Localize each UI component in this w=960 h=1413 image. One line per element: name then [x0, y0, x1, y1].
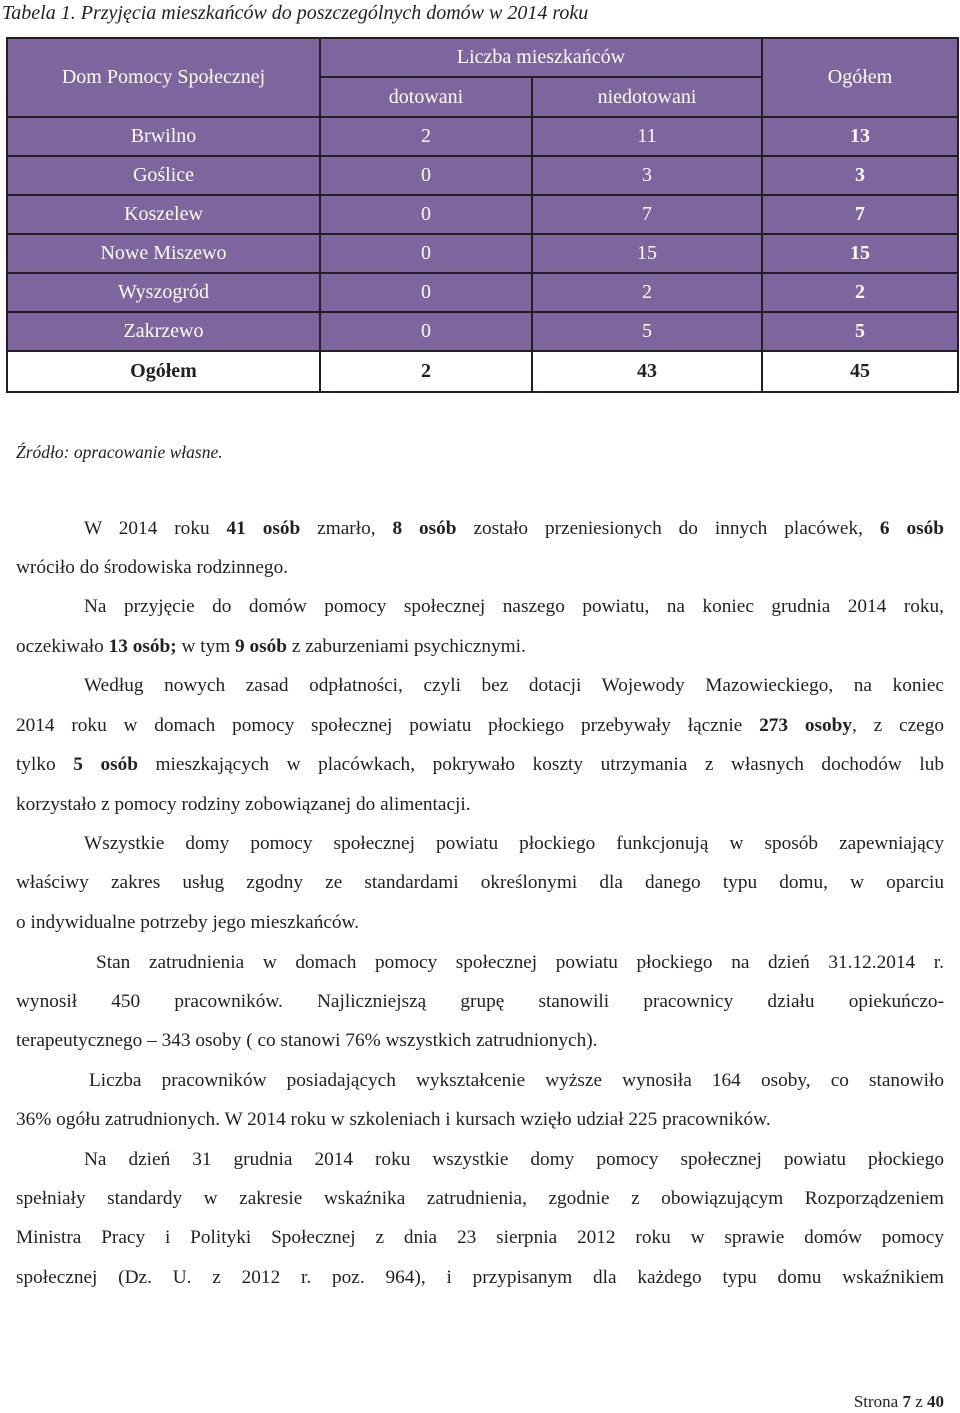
table-total-row: [7, 351, 958, 392]
cell-total: 5: [762, 312, 958, 351]
cell-house: Zakrzewo: [7, 312, 320, 351]
text-run: oczekiwało: [16, 636, 109, 657]
text-run-bold: 6 osób: [879, 518, 944, 539]
cell-subsidized: 2: [320, 351, 532, 392]
cell-house: Nowe Miszewo: [7, 234, 320, 273]
text-run: zmarło,: [300, 518, 393, 539]
paragraph-line: społecznej (Dz. U. z 2012 r. poz. 964), i przypisanym dla każdego typu domu wskaźnikiem: [16, 1267, 944, 1288]
text-run: 2014 roku w domach pomocy społecznej powiatu płockiego przebywały łącznie: [16, 715, 760, 736]
paragraph-line: wróciło do środowiska rodzinnego.: [16, 557, 289, 578]
table-header-row: [7, 38, 958, 77]
cell-subsidized: 2: [320, 117, 532, 156]
footer-label: z: [910, 1392, 927, 1411]
header-unsubsidized: niedotowani: [532, 77, 762, 117]
paragraph-line: właściwy zakres usług zgodny ze standardami określonymi dla danego typu domu, w oparciu: [16, 872, 944, 893]
paragraph-line: 36% ogółu zatrudnionych. W 2014 roku w szkoleniach i kursach wzięło udział 225 pracowników.: [16, 1109, 771, 1130]
page-footer: [854, 1392, 944, 1412]
page-number: 7: [902, 1392, 911, 1411]
paragraph-line: Na dzień 31 grudnia 2014 roku wszystkie domy pomocy społecznej powiatu płockiego: [84, 1149, 944, 1170]
header-subsidized: dotowani: [320, 77, 532, 117]
cell-house: Brwilno: [7, 117, 320, 156]
text-run-bold: 13 osób;: [108, 636, 177, 657]
text-run: mieszkających w placówkach, pokrywało koszty utrzymania z własnych dochodów lub: [137, 754, 944, 775]
table-row: [7, 273, 958, 312]
cell-subsidized: 0: [320, 156, 532, 195]
cell-subsidized: 0: [320, 195, 532, 234]
cell-total: 13: [762, 117, 958, 156]
cell-total: 2: [762, 273, 958, 312]
paragraph-line: spełniały standardy w zakresie wskaźnika zatrudnienia, zgodnie z obowiązującym Rozporządzeniem: [16, 1188, 944, 1209]
page-total: 40: [927, 1392, 944, 1411]
cell-unsubsidized: 3: [532, 156, 762, 195]
paragraph-line: Na przyjęcie do domów pomocy społecznej naszego powiatu, na koniec grudnia 2014 roku,: [84, 596, 944, 617]
paragraph-line: terapeutycznego – 343 osoby ( co stanowi 76% wszystkich zatrudnionych).: [16, 1030, 598, 1051]
footer-label: Strona: [853, 1392, 903, 1411]
cell-house: Goślice: [7, 156, 320, 195]
paragraph-line: Ministra Pracy i Polityki Społecznej z dnia 23 sierpnia 2012 roku w sprawie domów pomocy: [16, 1227, 944, 1248]
cell-house: Wyszogród: [7, 273, 320, 312]
paragraph-line: o indywidualne potrzeby jego mieszkańców.: [16, 912, 360, 933]
cell-total: 45: [762, 351, 958, 392]
cell-unsubsidized: 11: [532, 117, 762, 156]
header-total: Ogółem: [762, 38, 958, 117]
cell-total: 15: [762, 234, 958, 273]
text-run-bold: 5 osób: [73, 754, 138, 775]
cell-subsidized: 0: [320, 234, 532, 273]
paragraph-line: [16, 713, 944, 739]
text-run-bold: 273 osoby: [759, 715, 853, 736]
table-row: [7, 195, 958, 234]
header-residents-group: Liczba mieszkańców: [320, 38, 762, 77]
table-source-note: Źródło: opracowanie własne.: [16, 442, 223, 462]
paragraph-line: [84, 516, 944, 542]
paragraph-line: Liczba pracowników posiadających wykształcenie wyższe wynosiła 164 osoby, co stanowiło: [89, 1070, 944, 1091]
cell-total: 7: [762, 195, 958, 234]
cell-subsidized: 0: [320, 312, 532, 351]
text-run: zostało przeniesionych do innych placówek,: [456, 518, 880, 539]
paragraph-line: [16, 752, 944, 778]
paragraph-line: korzystało z pomocy rodziny zobowiązanej do alimentacji.: [16, 794, 471, 815]
cell-house: Koszelew: [7, 195, 320, 234]
cell-unsubsidized: 2: [532, 273, 762, 312]
table-row: [7, 117, 958, 156]
paragraph-line: Według nowych zasad odpłatności, czyli bez dotacji Wojewody Mazowieckiego, na koniec: [84, 675, 944, 696]
header-house: Dom Pomocy Społecznej: [7, 38, 320, 117]
paragraph-line: Wszystkie domy pomocy społecznej powiatu płockiego funkcjonują w sposób zapewniający: [84, 833, 944, 854]
table-row: [7, 156, 958, 195]
text-run: tylko: [16, 754, 74, 775]
text-run: z zaburzeniami psychicznymi.: [287, 636, 526, 657]
cell-subsidized: 0: [320, 273, 532, 312]
admissions-table: [6, 37, 959, 393]
text-run: w tym: [176, 636, 236, 657]
cell-unsubsidized: 15: [532, 234, 762, 273]
paragraph-line: Stan zatrudnienia w domach pomocy społecznej powiatu płockiego na dzień 31.12.2014 r.: [96, 952, 944, 973]
text-run: , z czego: [852, 715, 944, 736]
cell-house: Ogółem: [7, 351, 320, 392]
cell-total: 3: [762, 156, 958, 195]
table-row: [7, 312, 958, 351]
text-run: W 2014 roku: [84, 518, 227, 539]
cell-unsubsidized: 7: [532, 195, 762, 234]
text-run-bold: 41 osób: [226, 518, 301, 539]
table-row: [7, 234, 958, 273]
cell-unsubsidized: 5: [532, 312, 762, 351]
table-caption: Tabela 1. Przyjęcia mieszkańców do poszczególnych domów w 2014 roku: [2, 2, 589, 24]
paragraph-line: wynosił 450 pracowników. Najliczniejszą grupę stanowili pracownicy działu opiekuńczo-: [16, 991, 944, 1012]
paragraph-line: [16, 634, 526, 660]
text-run-bold: 9 osób: [235, 636, 288, 657]
text-run-bold: 8 osób: [392, 518, 457, 539]
cell-unsubsidized: 43: [532, 351, 762, 392]
